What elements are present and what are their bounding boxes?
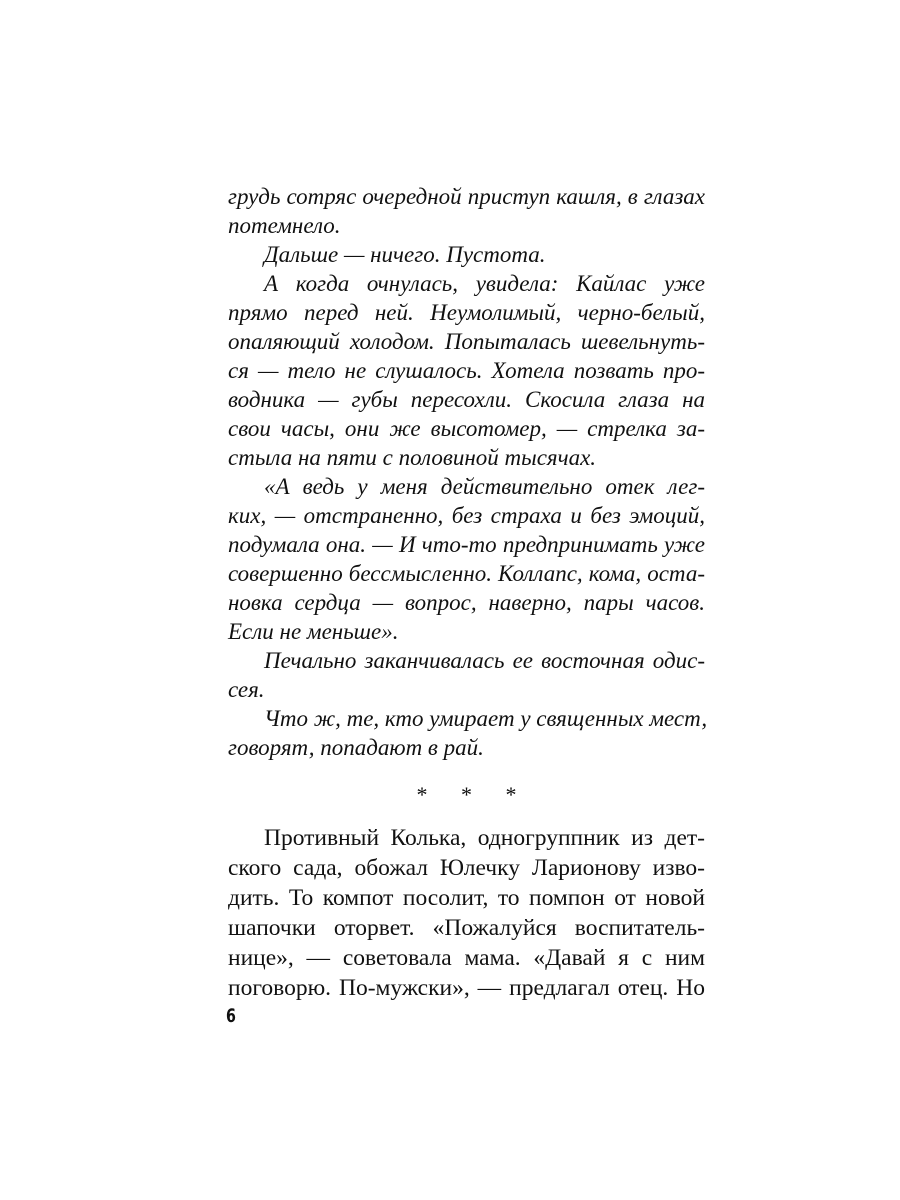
text-line: «А ведь у меня действительно отек лег- [264,474,705,499]
text-line: Если не меньше». [228,619,399,644]
text-line: водника — губы пересохли. Скосила глаза на [228,387,705,412]
page-number: 6 [226,1005,236,1027]
text-line: Дальше — ничего. Пустота. [264,242,546,267]
text-line: новка сердца — вопрос, наверно, пары часов. [228,590,705,615]
text-line: шапочки оторвет. «Пожалуйся воспитатель- [228,915,705,941]
roman-passage [228,823,705,1003]
text-line: говорят, попадают в рай. [228,735,484,760]
section-separator: * * * [416,782,531,807]
text-line: нице», — советовала мама. «Давай я с ним [228,945,705,971]
text-line: опаляющий холодом. Попыталась шевельнуть- [228,329,705,354]
text-line: ся — тело не слушалось. Хотела позвать про- [228,358,705,383]
text-line: подумала она. — И что-то предпринимать уже [228,532,705,557]
text-line: Что ж, те, кто умирает у священных мест, [264,706,708,731]
text-line: Печально заканчивалась ее восточная одис- [264,648,705,673]
text-line: Противный Колька, одногруппник из дет- [264,825,705,851]
text-line: совершенно бессмысленно. Коллапс, кома, оста- [228,561,705,586]
text-line: стыла на пяти с половиной тысячах. [228,445,597,470]
text-line: потемнело. [228,213,341,238]
text-line: дить. То компот посолит, то помпон от новой [228,885,705,911]
text-line: А когда очнулась, увидела: Кайлас уже [264,271,705,296]
text-line: грудь сотряс очередной приступ кашля, в глазах [228,184,705,209]
text-line: свои часы, они же высотомер, — стрелка за- [228,416,705,441]
text-line: прямо перед ней. Неумолимый, черно-белый, [228,300,705,325]
text-line: ского сада, обожал Юлечку Ларионову изво- [228,855,705,881]
text-line: сея. [228,677,265,702]
italic-passage [228,182,708,762]
text-line: ких, — отстраненно, без страха и без эмоций, [228,503,705,528]
text-line: поговорю. По-мужски», — предлагал отец. Но [228,975,705,1001]
